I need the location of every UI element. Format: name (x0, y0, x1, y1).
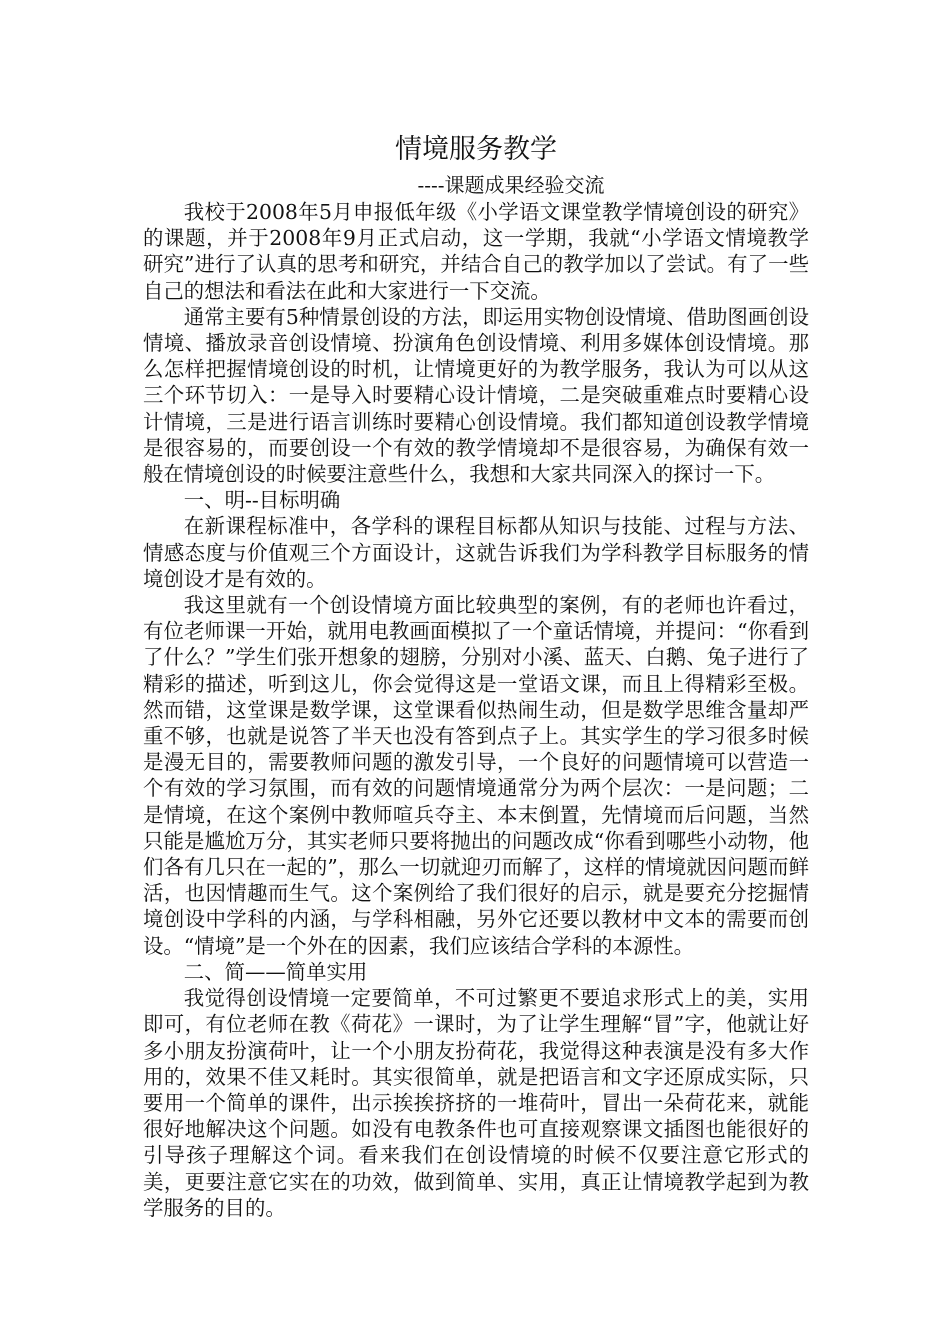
document-body (143, 133, 809, 1221)
section-1-heading: 一、明--目标明确 (183, 488, 341, 513)
intro-paragraph-1: 我校于2008年5月申报低年级《小学语文课堂教学情境创设的研究》的课题，并于2008年9月正式启动，这一学期，我就“小学语文情境教学研究”进行了认真的思考和研究，并结合自己的教学加以了尝试。有了一些自己的想法和看法在此和大家进行一下交流。 (143, 200, 809, 303)
section-1-paragraph-2: 我这里就有一个创设情境方面比较典型的案例，有的老师也许看过，有位老师课一开始，就用电教画面模拟了一个童话情境，并提问：“你看到了什么？”学生们张开想象的翅膀，分别对小溪、蓝天、白鹅、兔子进行了精彩的描述，听到这儿，你会觉得这是一堂语文课，而且上得精彩至极。然而错，这堂课是数学课，这堂课看似热闹生动，但是数学思维含量却严重不够，也就是说答了半天也没有答到点子上。其实学生的学习很多时候是漫无目的，需要教师问题的激发引导，一个良好的问题情境可以营造一个有效的学习氛围，而有效的问题情境通常分为两个层次：一是问题；二是情境，在这个案例中教师喧兵夺主、本末倒置，先情境而后问题，当然只能是尴尬万分，其实老师只要将抛出的问题改成“你看到哪些小动物，他们各有几只在一起的”，那么一切就迎刃而解了，这样的情境就因问题而鲜活，也因情趣而生气。这个案例给了我们很好的启示，就是要充分挖掘情境创设中学科的内涵，与学科相融，另外它还要以教材中文本的需要而创设。“情境”是一个外在的因素，我们应该结合学科的本源性。 (143, 593, 809, 958)
section-1-paragraph-1: 在新课程标准中，各学科的课程目标都从知识与技能、过程与方法、情感态度与价值观三个方面设计，这就告诉我们为学科教学目标服务的情境创设才是有效的。 (143, 514, 809, 591)
document-title: 情境服务教学 (395, 134, 557, 165)
section-2-paragraph-1: 我觉得创设情境一定要简单，不可过繁更不要追求形式上的美，实用即可，有位老师在教《荷花》一课时，为了让学生理解“冒”字，他就让好多小朋友扮演荷叶，让一个小朋友扮荷花，我觉得这种表演是没有多大作用的，效果不佳又耗时。其实很简单，就是把语言和文字还原成实际，只要用一个简单的课件，出示挨挨挤挤的一堆荷叶，冒出一朵荷花来，就能很好地解决这个问题。如没有电教条件也可直接观察课文插图也能很好的引导孩子理解这个词。看来我们在创设情境的时候不仅要注意它形式的美，更要注意它实在的功效，做到简单、实用，真正让情境教学起到为教学服务的目的。 (143, 986, 809, 1220)
document-subtitle: ----课题成果经验交流 (417, 173, 605, 197)
section-2-heading: 二、简——简单实用 (183, 959, 368, 984)
intro-paragraph-2: 通常主要有5种情景创设的方法，即运用实物创设情境、借助图画创设情境、播放录音创设情境、扮演角色创设情境、利用多媒体创设情境。那么怎样把握情境创设的时机，让情境更好的为教学服务，我认为可以从这三个环节切入：一是导入时要精心设计情境，二是突破重难点时要精心设计情境，三是进行语言训练时要精心创设情境。我们都知道创设教学情境是很容易的，而要创设一个有效的教学情境却不是很容易，为确保有效一般在情境创设的时候要注意些什么，我想和大家共同深入的探讨一下。 (143, 304, 809, 487)
